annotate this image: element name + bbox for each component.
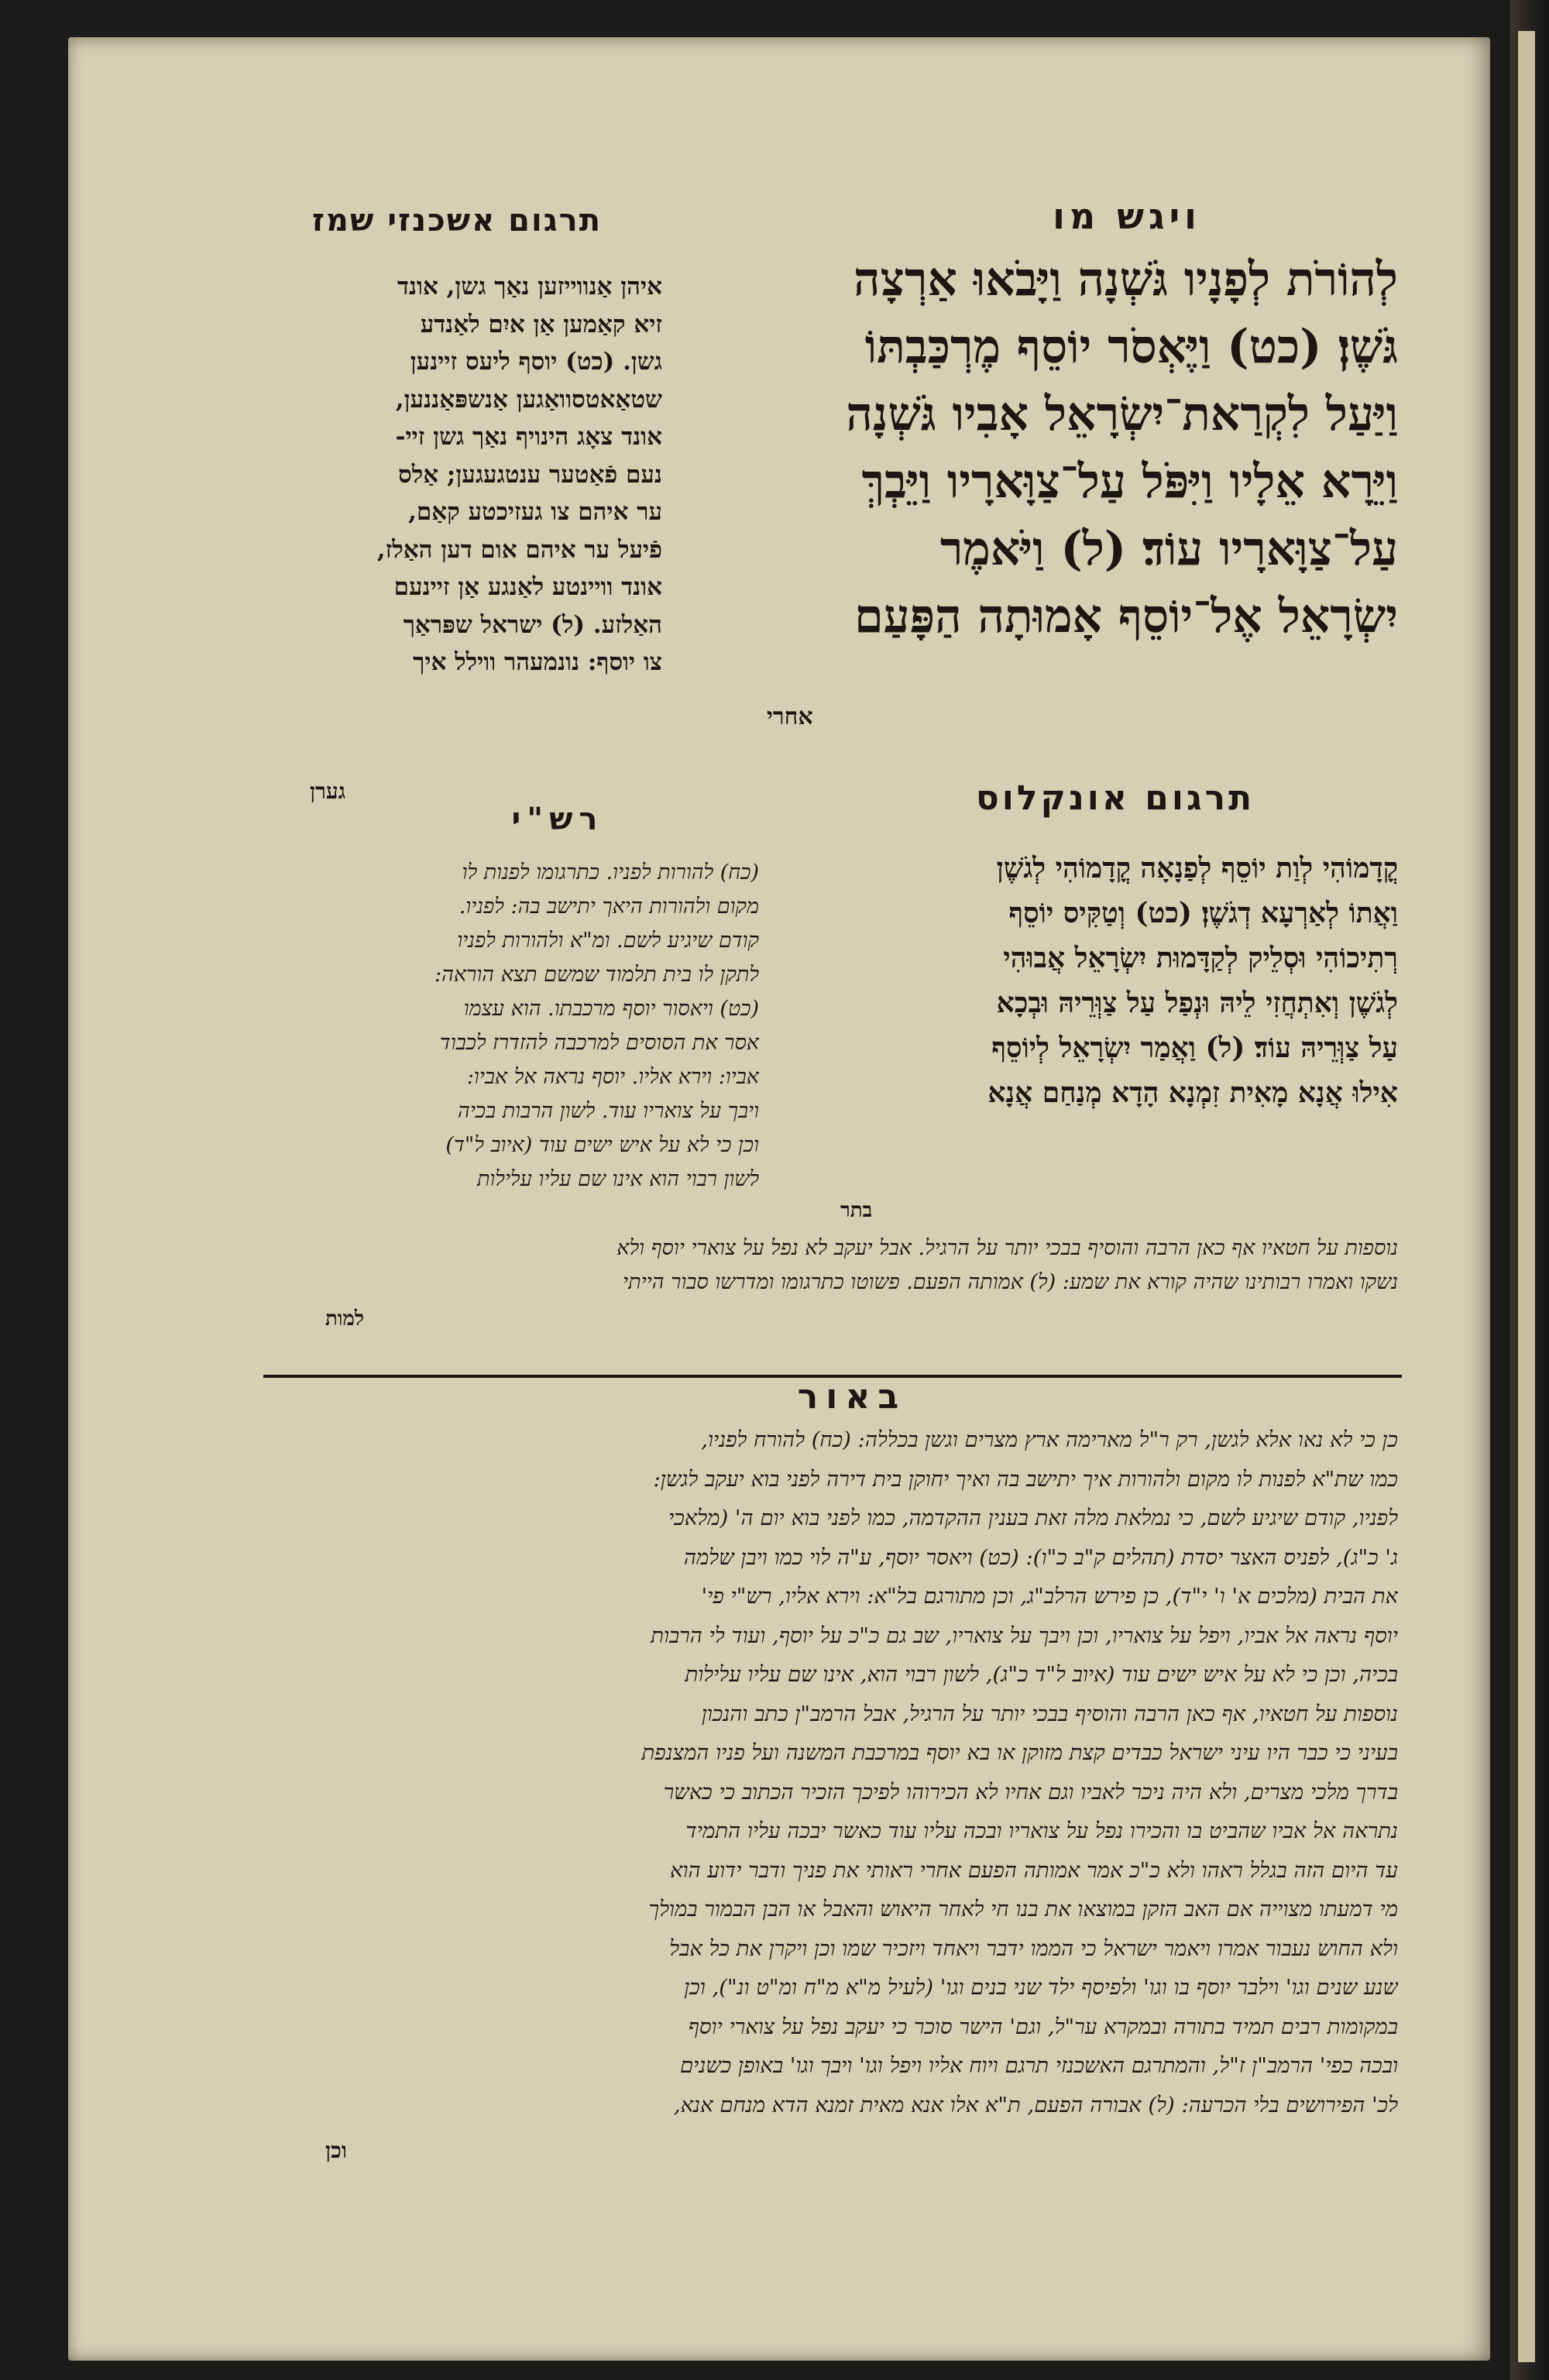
rashi-line: וכן כי לא על איש ישים עוד (איוב ל"ד) [445, 1133, 759, 1157]
torah-line: לְהוֹרֹת לְפָנָיו גֹּשְׁנָה וַיָּבֹאוּ אַרְצָה [853, 252, 1398, 307]
yiddish-translation [275, 268, 662, 682]
biur-line: במקומות רבים תמיד בתורה ובמקרא ער"ל, וגם' הישר סוכר כי יעקב נפל על צוארי יוסף [688, 2014, 1398, 2039]
rashi-text [279, 856, 759, 1197]
biur-catchword: וכן [325, 2138, 347, 2163]
onkelos-line: לְגֹשֶׁן וְאִתְחֲזִי לֵיהּ וּנְפַל עַל צַוְּרֵיהּ וּבְכָא [996, 987, 1398, 1019]
biur-line: עד היום הזה בגלל ראהו ולא כ"כ אמר אמותה הפעם אחרי ראותי את פניך ודבר ידוע הוא [670, 1857, 1398, 1883]
next-page-edge [1516, 31, 1535, 2362]
yiddish-line: שטאַאטסוואַגען אַנשפּאַננען, [395, 385, 662, 414]
rashi-line: ויבך על צואריו עוד. לשון הרבות בכיה [458, 1099, 759, 1123]
biur-text [275, 1420, 1398, 2124]
onkelos-heading: תרגום אונקלוס [975, 778, 1255, 818]
yiddish-line: נעם פֿאַטער ענטגעגען; אַלס [398, 460, 662, 489]
biur-line: בדרך מלכי מצרים, ולא היה ניכר לאביו וגם אחיו לא הכירוהו לפיכך הזכיר הכתוב כי כאשר [663, 1779, 1398, 1805]
yiddish-catchword: גערן [310, 778, 345, 804]
torah-line: יִשְׂרָאֵל אֶל־יוֹסֵף אָמוּתָה הַפָּעַם [854, 589, 1398, 644]
rashi-line: לתקן לו בית תלמוד שמשם תצא הוראה: [434, 963, 759, 987]
rashi-heading: רש"י [511, 802, 604, 837]
biur-line: נוספות על חטאיו, אף כאן הרבה והוסיף בבכי יותר על הרגיל, אבל הרמב"ן כתב והנכון [701, 1701, 1398, 1726]
rashi-line: נשקו ואמרו רבותינו שהיה קורא את שמע: (ל) אמותה הפעם. פשוטו כתרגומו ומדרשו סבור הייתי [623, 1270, 1398, 1294]
onkelos-line: אִילוּ אֲנָא מָאִית זִמְנָא הָדָא מְנַחַם אֲנָא [987, 1077, 1398, 1109]
biur-line: לכ' הפירושים בלי הכרעה: (ל) אבורה הפעם, ת"א אלו אנא מאית זמנא הדא מנחם אנא, [673, 2092, 1398, 2117]
yiddish-line: גשן. (כט) יוסף ליעס זיינען [410, 348, 662, 376]
yiddish-line: פֿיעל ער איהם אום דען האַלז, [376, 535, 662, 564]
rashi-line: אסר את הסוסים למרכבה להזדרז לכבוד [439, 1031, 759, 1055]
torah-line: גֹּשֶׁן׃ (כט) וַיֶּאְסֹר יוֹסֵף מֶרְכַּבְתּוֹ [864, 320, 1398, 374]
yiddish-line: צו יוסף: נונמעהר ווילל איך [413, 648, 662, 676]
rashi-line: קודם שיגיע לשם. ומ"א ולהורות לפניו [457, 929, 759, 953]
biur-line: בכיה, וכן כי לא על איש ישים עוד (איוב ל"ד כ"ג), לשון רבוי הוא, אינו שם עליו עלילות [685, 1662, 1398, 1687]
torah-line: עַל־צַוָּארָיו עוֹד׃ (ל) וַיֹּאמֶר [939, 522, 1398, 576]
biur-line: יוסף נראה אל אביו, ויפל על צואריו, וכן ויבך על צואריו, שב גם כ"כ על יוסף, ועוד לי הרבות [651, 1623, 1398, 1648]
onkelos-text [774, 846, 1398, 1115]
rashi-line: (כט) ויאסור יוסף מרכבתו. הוא עצמו [463, 997, 759, 1021]
onkelos-line: רְתִיכוֹהִי וּסְלֵיק לְקַדָּמוּת יִשְׂרָאֵל אֲבוּהִי [1003, 942, 1398, 974]
biur-line: ובכה כפי' הרמב"ן ז"ל, והמתרגם האשכנזי תרגם ויוח אליו ויפל וגו' ויבך וגו' באופן כשנים [680, 2053, 1398, 2078]
biur-line: את הבית (מלכים א' ו' י"ד), כן פירש הרלב"ג, וכן מתורגם בל"א: וירא אליו, רש"י פי' [701, 1584, 1398, 1609]
biur-line: כן כי לא נאו אלא לגשן, רק ר"ל מארימה ארץ מצרים וגשן בכללה: (כח) להורח לפניו, [701, 1427, 1398, 1452]
biur-line: נתראה אל אביו שהביט בו והכירו נפל על צואריו ובכה עליו עוד כאשר יבכה עליו התמיד [685, 1818, 1398, 1843]
onkelos-line: עַל צַוְּרֵיהּ עוֹד׃ (ל) וַאֲמַר יִשְׂרָאֵל לְיוֹסֵף [991, 1032, 1398, 1064]
onkelos-line: קֳדָמוֹהִי לְוַת יוֹסֵף לְפַנָאָה קֳדָמוֹהִי לְגֹשֶׁן [996, 852, 1398, 884]
onkelos-line: וַאֲתוֹ לְאַרְעָא דְגֹשֶׁן׃ (כט) וְטַקִּיס יוֹסֵף [1008, 897, 1398, 929]
parsha-heading: ויגש מו [1053, 195, 1201, 237]
yiddish-line: ער איהם צו געזיכטע קאַם, [408, 498, 662, 526]
rashi-catchword: למות [325, 1307, 365, 1331]
biur-heading: באור [797, 1377, 907, 1417]
yiddish-line: האַלזע. (ל) ישראל שפּראַך [403, 610, 662, 639]
torah-line: וַיַּעַל לִקְרַאת־יִשְׂרָאֵל אָבִיו גֹּשְׁנָה [846, 387, 1398, 441]
rashi-line: (כח) להורות לפניו. כתרגומו לפנות לו [462, 860, 759, 884]
biur-line: לפניו, קודם שיגיע לשם, כי נמלאת מלה זאת בענין ההקדמה, כמו לפני בוא יום ה' (מלאכי [668, 1506, 1398, 1530]
rashi-line: מקום ולהורות היאך יתישב בה: לפניו. [459, 895, 759, 919]
biur-line: ג' כ"ג), לפניס האצר יסדת (תהלים ק"ב כ"ו): (כט) ויאסר יוסף, ע"ה לוי כמו ויבן שלמה [683, 1544, 1398, 1570]
biur-line: בעיני כי כבר היו עיני ישראל כבדים קצת מזוקן או בא יוסף במרכבת המשנה ועל פניו המצנפת [641, 1740, 1398, 1765]
torah-text [697, 246, 1398, 651]
rashi-line: נוספות על חטאיו אף כאן הרבה והוסיף בבכי יותר על הרגיל. אבל יעקב לא נפל על צוארי יוסף ולא [617, 1236, 1398, 1260]
biur-line: מי דמעתו מצוייה אם האב הזקן במוצאו את בנו חי לאחר היאוש והאבל או הבן הבמור במולך [648, 1897, 1398, 1922]
torah-line: וַיֵּרָא אֵלָיו וַיִּפֹּל עַל־צַוָּארָיו וַיֵּבְךְּ [861, 455, 1398, 509]
yiddish-heading: תרגום אשכנזי שמז [311, 203, 603, 239]
biur-line: כמו שת"א לפנות לו מקום ולהורות איך יתישב בה ואיך יחוקן בית דירה לפני בוא יעקב לגשן: [653, 1466, 1398, 1492]
yiddish-line: אונד וויינטע לאַנגע אַן זיינעם [393, 573, 662, 601]
rashi-continuation [279, 1231, 1398, 1300]
rashi-line: לשון רבוי הוא אינו שם עליו עלילות [476, 1167, 759, 1191]
yiddish-line: איהן אַנווייזען נאַך גשן, אונד [397, 273, 662, 301]
torah-catchword: אחרי [767, 703, 813, 730]
rashi-line: אביו: וירא אליו. יוסף נראה אל אביו: [466, 1065, 759, 1089]
biur-line: שנע שנים וגו' וילבר יוסף בו וגו' ולפיסף ילד שני בנים וגו' (לעיל מ"א מ"ח ומ"ט ונ"), וכן [684, 1975, 1398, 2000]
yiddish-line: אונד צאָג הינויף נאַך גשן זיי- [395, 423, 662, 451]
yiddish-line: זיא קאַמען אַן איִם לאַנדע [420, 310, 662, 338]
biur-line: ולא החוש נעבור אמרו ויאמר ישראל כי הממו ידבר ויאחד ויזכיר שמו וכן ויקרן את כל אבל [669, 1935, 1398, 1961]
onkelos-catchword: בתר [840, 1199, 873, 1222]
